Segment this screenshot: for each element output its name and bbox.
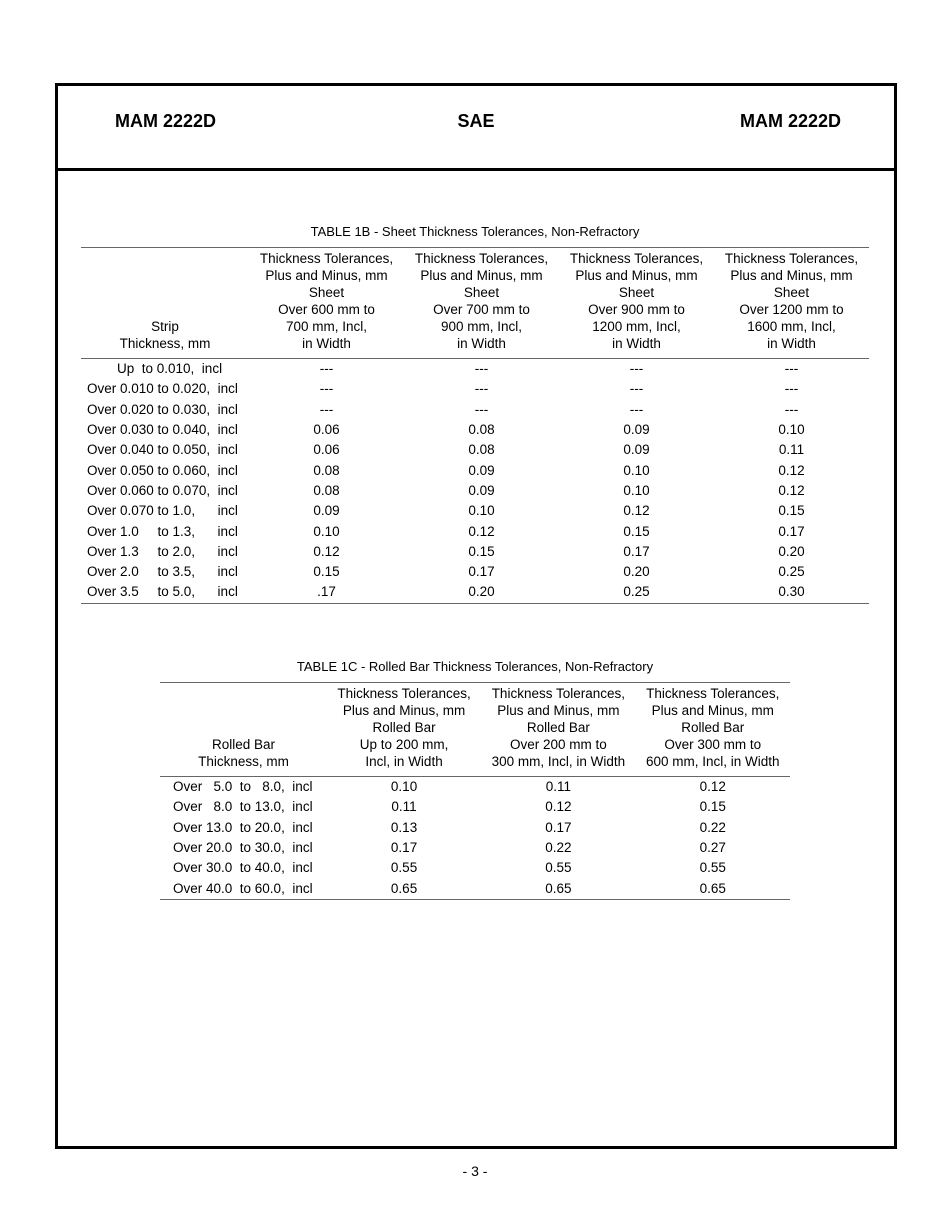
- tolerance-cell: 0.11: [391, 799, 417, 815]
- tolerance-cell: 0.06: [313, 442, 340, 458]
- table-row: [160, 838, 790, 858]
- tolerance-cell: 0.65: [327, 878, 481, 899]
- tolerance-cell: 0.25: [778, 564, 805, 580]
- column-header-line: Incl, in Width: [365, 754, 443, 769]
- column-header: [714, 248, 869, 359]
- thickness-range-cell: Over 40.0 to 60.0, incl: [160, 878, 327, 899]
- thickness-range-cell: Over 13.0 to 20.0, incl: [173, 819, 313, 835]
- column-header-line: 1200 mm, Incl,: [592, 319, 681, 334]
- tolerance-cell: 0.12: [778, 462, 805, 478]
- column-header-line: Sheet: [463, 285, 500, 300]
- tolerance-cell: 0.12: [313, 543, 340, 559]
- tolerance-cell: 0.55: [699, 860, 726, 876]
- tolerance-cell: 0.55: [545, 860, 572, 876]
- table-1b: [81, 247, 869, 604]
- column-header-line: Thickness Tolerances,: [259, 251, 394, 266]
- tolerance-cell: 0.10: [623, 482, 650, 498]
- table-row: [160, 777, 790, 798]
- tolerance-cell: 0.20: [623, 564, 650, 580]
- tolerance-cell: ---: [629, 401, 644, 417]
- thickness-range-cell: Over 0.030 to 0.040, incl: [87, 422, 238, 438]
- column-header-line: 1600 mm, Incl,: [747, 319, 836, 334]
- tolerance-cell: 0.17: [468, 564, 495, 580]
- table-row: [81, 501, 869, 521]
- tolerance-cell: 0.25: [559, 582, 714, 603]
- column-header-line: Rolled Bar: [372, 720, 436, 735]
- column-header-line: Over 700 mm to: [433, 302, 530, 317]
- column-header-line: Rolled Bar: [681, 720, 745, 735]
- tolerance-cell: 0.13: [390, 819, 418, 835]
- column-header-line: 700 mm, Incl,: [285, 319, 368, 334]
- column-header-line: Over 900 mm to: [588, 302, 685, 317]
- thickness-range-cell: Over 5.0 to 8.0, incl: [173, 779, 313, 795]
- column-header-line: Up to 200 mm,: [359, 737, 449, 752]
- tolerance-cell: 0.22: [699, 819, 726, 835]
- tolerance-cell: 0.12: [778, 482, 805, 498]
- table-row: [81, 542, 869, 562]
- tolerance-cell: ---: [474, 381, 489, 397]
- column-header-line: Strip: [151, 319, 179, 334]
- tolerance-cell: 0.10: [623, 462, 650, 478]
- tolerance-cell: .17: [249, 582, 404, 603]
- tolerance-cell: 0.10: [390, 779, 418, 795]
- tolerance-cell: ---: [784, 401, 799, 417]
- tolerance-cell: 0.55: [390, 860, 418, 876]
- tolerance-cell: ---: [784, 381, 799, 397]
- tolerance-cell: ---: [474, 401, 489, 417]
- column-header: [481, 683, 635, 777]
- tolerance-cell: 0.17: [390, 840, 418, 856]
- header-doc-id-right: MAM 2222D: [739, 111, 841, 131]
- column-header-line: Plus and Minus, mm: [342, 703, 466, 718]
- tolerance-cell: 0.08: [313, 482, 340, 498]
- page-number: - 3 -: [462, 1163, 488, 1179]
- column-header-line: 600 mm, Incl, in Width: [646, 754, 780, 769]
- table-1b-title: TABLE 1B - Sheet Thickness Tolerances, Non-Refractory: [310, 224, 640, 239]
- column-header-line: Plus and Minus, mm: [420, 268, 543, 283]
- tolerance-cell: 0.17: [778, 523, 805, 539]
- column-header-line: in Width: [767, 336, 816, 351]
- page-frame: [55, 83, 897, 1149]
- thickness-range-cell: Over 0.070 to 1.0, incl: [87, 503, 238, 519]
- table-row: [81, 582, 869, 603]
- tolerance-cell: 0.11: [545, 779, 571, 795]
- page-header: [58, 86, 894, 171]
- column-header: [81, 248, 249, 359]
- table-1c: [160, 682, 790, 900]
- table-row: [160, 878, 790, 899]
- tolerance-cell: 0.10: [313, 523, 340, 539]
- table-row: [81, 359, 869, 380]
- tolerance-cell: 0.22: [545, 840, 572, 856]
- column-header-line: Over 1200 mm to: [739, 302, 844, 317]
- column-header-line: Rolled Bar: [526, 720, 590, 735]
- table-row: [81, 481, 869, 501]
- column-header-line: Plus and Minus, mm: [497, 703, 620, 718]
- table-row: [81, 460, 869, 480]
- thickness-range-cell: Up to 0.010, incl: [87, 361, 223, 377]
- column-header: [404, 248, 559, 359]
- column-header-line: Thickness Tolerances,: [337, 686, 471, 701]
- tolerance-cell: 0.65: [481, 878, 635, 899]
- column-header-line: Rolled Bar: [211, 737, 276, 752]
- table-row: [81, 400, 869, 420]
- column-header-line: Over 300 mm to: [664, 737, 762, 752]
- tolerance-cell: 0.09: [313, 503, 340, 519]
- tolerance-cell: 0.12: [545, 799, 572, 815]
- tolerance-cell: ---: [319, 361, 334, 377]
- tolerance-cell: 0.20: [778, 543, 805, 559]
- table-row: [160, 797, 790, 817]
- table-row: [81, 562, 869, 582]
- table-row: [81, 440, 869, 460]
- column-header-line: in Width: [612, 336, 661, 351]
- thickness-range-cell: Over 30.0 to 40.0, incl: [173, 860, 313, 876]
- column-header: [327, 683, 481, 777]
- column-header-line: Plus and Minus, mm: [730, 268, 853, 283]
- tolerance-cell: 0.12: [699, 779, 726, 795]
- column-header-line: Thickness, mm: [119, 336, 211, 351]
- column-header-line: Thickness Tolerances,: [569, 251, 704, 266]
- tolerance-cell: 0.15: [468, 543, 495, 559]
- column-header-line: in Width: [457, 336, 506, 351]
- table-row: [160, 818, 790, 838]
- column-header-line: Thickness Tolerances,: [646, 686, 780, 701]
- table-row: [160, 858, 790, 878]
- column-header: [636, 683, 790, 777]
- thickness-range-cell: Over 0.060 to 0.070, incl: [87, 482, 238, 498]
- column-header-line: Thickness, mm: [198, 754, 289, 769]
- tolerance-cell: ---: [319, 381, 334, 397]
- tolerance-cell: 0.12: [623, 503, 650, 519]
- tolerance-cell: 0.08: [468, 442, 495, 458]
- tolerance-cell: ---: [784, 361, 799, 377]
- tolerance-cell: ---: [629, 361, 644, 377]
- tolerance-cell: 0.15: [623, 523, 650, 539]
- column-header-line: Plus and Minus, mm: [651, 703, 774, 718]
- thickness-range-cell: Over 8.0 to 13.0, incl: [173, 799, 313, 815]
- thickness-range-cell: Over 0.020 to 0.030, incl: [87, 401, 238, 417]
- tolerance-cell: 0.30: [714, 582, 869, 603]
- column-header-line: Thickness Tolerances,: [491, 686, 625, 701]
- column-header-line: Over 200 mm to: [509, 737, 607, 752]
- header-org: SAE: [457, 111, 495, 131]
- tolerance-cell: 0.10: [468, 503, 495, 519]
- tolerance-cell: 0.08: [313, 462, 340, 478]
- table-1b-header-row: [81, 248, 869, 359]
- column-header: [160, 683, 327, 777]
- thickness-range-cell: Over 20.0 to 30.0, incl: [173, 840, 313, 856]
- thickness-range-cell: Over 2.0 to 3.5, incl: [87, 564, 238, 580]
- column-header-line: Sheet: [773, 285, 810, 300]
- tolerance-cell: 0.65: [636, 878, 790, 899]
- column-header: [249, 248, 404, 359]
- column-header-line: Sheet: [308, 285, 345, 300]
- thickness-range-cell: Over 1.3 to 2.0, incl: [87, 543, 238, 559]
- header-doc-id-left: MAM 2222D: [115, 111, 217, 131]
- table-row: [81, 420, 869, 440]
- tolerance-cell: 0.17: [623, 543, 650, 559]
- tolerance-cell: 0.15: [699, 799, 726, 815]
- thickness-range-cell: Over 1.0 to 1.3, incl: [87, 523, 238, 539]
- table-1c-header-row: [160, 683, 790, 777]
- table-1c-body: [160, 777, 790, 900]
- tolerance-cell: 0.09: [623, 422, 650, 438]
- tolerance-cell: 0.27: [699, 840, 726, 856]
- column-header-line: in Width: [302, 336, 351, 351]
- tolerance-cell: 0.09: [468, 482, 495, 498]
- tolerance-cell: 0.09: [623, 442, 650, 458]
- column-header-line: 900 mm, Incl,: [440, 319, 523, 334]
- column-header-line: Plus and Minus, mm: [575, 268, 698, 283]
- tolerance-cell: 0.15: [778, 503, 805, 519]
- tolerance-cell: ---: [319, 401, 334, 417]
- column-header-line: Sheet: [618, 285, 655, 300]
- column-header-line: Over 600 mm to: [278, 302, 375, 317]
- tolerance-cell: 0.12: [468, 523, 495, 539]
- column-header-line: Thickness Tolerances,: [414, 251, 549, 266]
- tolerance-cell: 0.06: [313, 422, 340, 438]
- tolerance-cell: 0.09: [468, 462, 495, 478]
- tolerance-cell: 0.11: [778, 442, 805, 458]
- tolerance-cell: ---: [474, 361, 489, 377]
- tolerance-cell: 0.20: [404, 582, 559, 603]
- thickness-range-cell: Over 0.040 to 0.050, incl: [87, 442, 238, 458]
- thickness-range-cell: Over 3.5 to 5.0, incl: [81, 582, 249, 603]
- table-1c-title: TABLE 1C - Rolled Bar Thickness Tolerances, Non-Refractory: [296, 659, 654, 674]
- table-1b-body: [81, 359, 869, 604]
- table-row: [81, 379, 869, 399]
- tolerance-cell: 0.15: [313, 564, 340, 580]
- thickness-range-cell: Over 0.010 to 0.020, incl: [87, 381, 238, 397]
- column-header-line: Thickness Tolerances,: [724, 251, 859, 266]
- column-header-line: Plus and Minus, mm: [265, 268, 388, 283]
- tolerance-cell: 0.08: [468, 422, 495, 438]
- tolerance-cell: 0.17: [545, 819, 572, 835]
- tolerance-cell: ---: [629, 381, 644, 397]
- table-row: [81, 521, 869, 541]
- thickness-range-cell: Over 0.050 to 0.060, incl: [87, 462, 238, 478]
- column-header-line: 300 mm, Incl, in Width: [491, 754, 626, 769]
- tolerance-cell: 0.10: [778, 422, 805, 438]
- column-header: [559, 248, 714, 359]
